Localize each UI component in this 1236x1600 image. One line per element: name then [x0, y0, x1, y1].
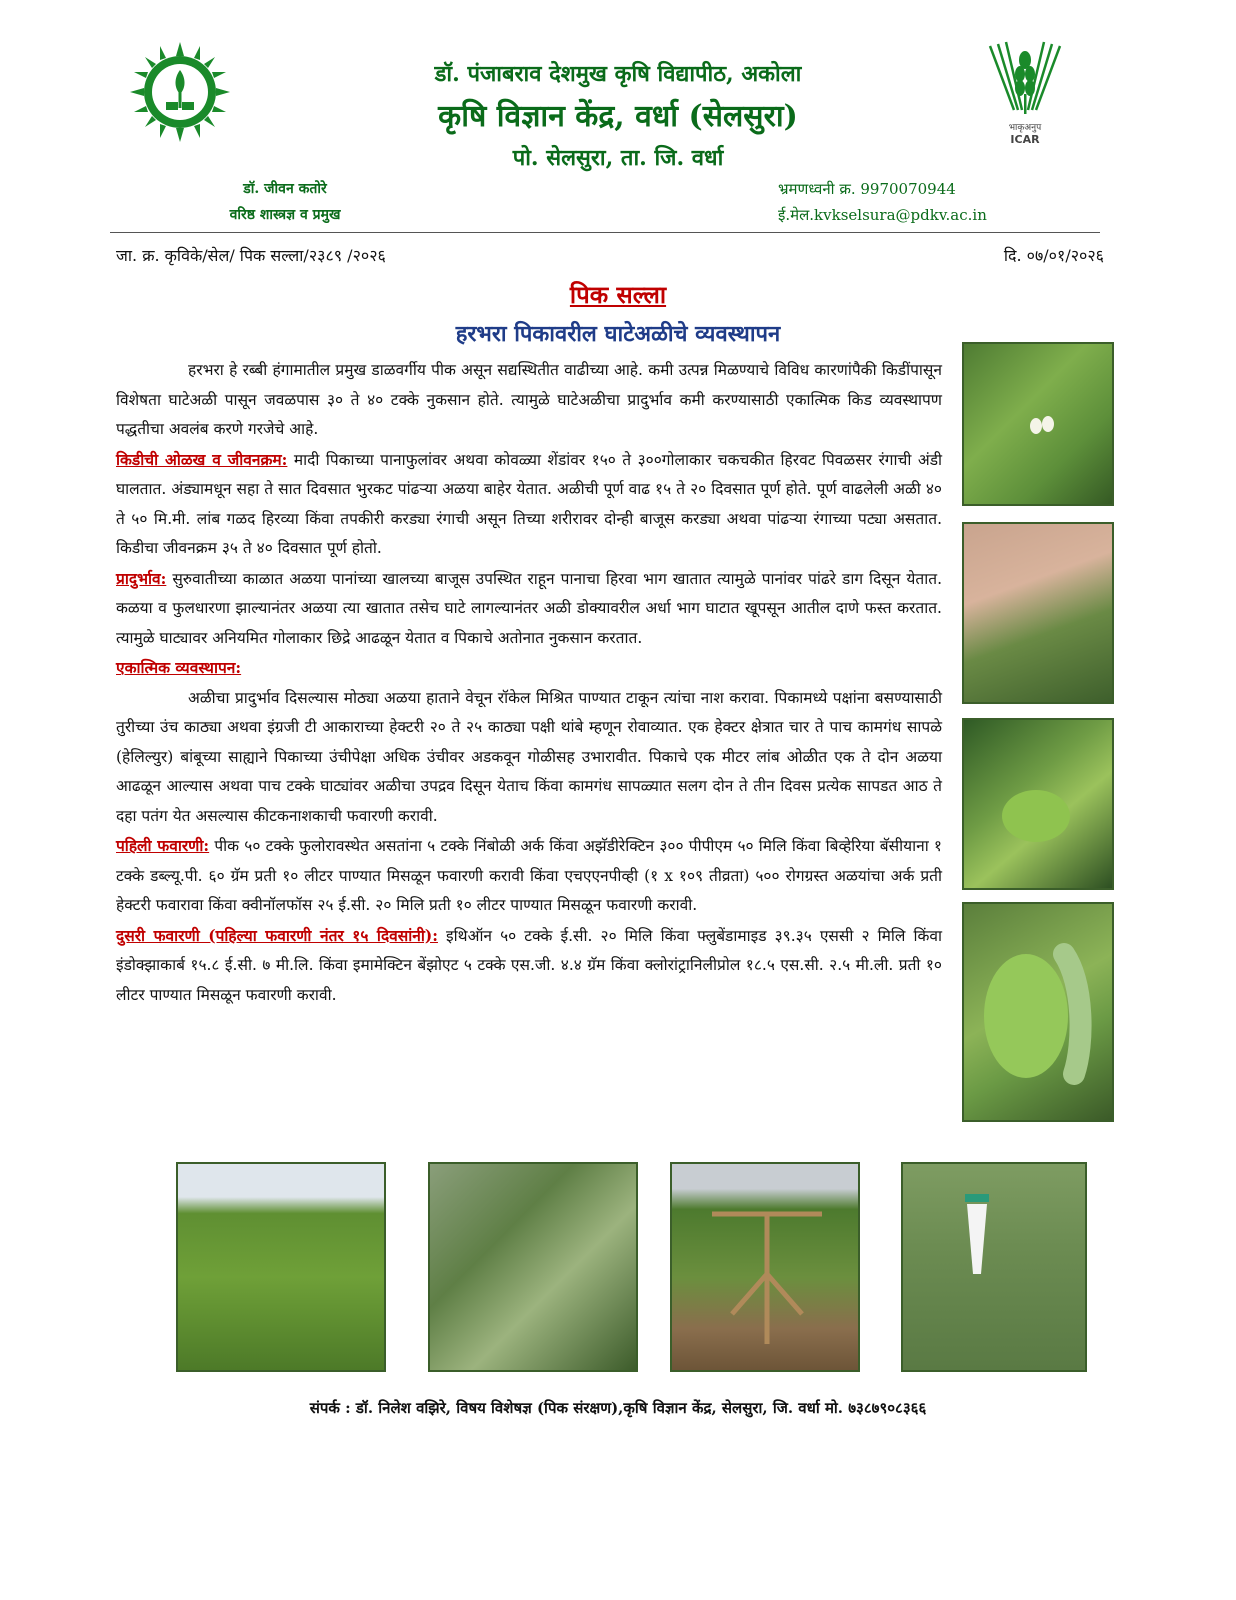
head-title: वरिष्ठ शास्त्रज्ञ व प्रमुख [229, 207, 341, 223]
spray1-paragraph [116, 831, 942, 921]
icar-hindi-text: भाकृअनुप [1008, 123, 1042, 133]
university-name: डॉ. पंजाबराव देशमुख कृषि विद्यापीठ, अकोला [434, 61, 802, 87]
spray2-text: इथिऑन ५० टक्के ई.सी. २० मिलि किंवा फ्लुबेंडामाइड ३९.३५ एससी २ मिलि किंवा इंडोक्झाकार्ब १५.८ ई.सी. ७ मी.लि. किंवा इमामेक्टिन बेंझोएट ५ टक्के एस.जी. ४.४ ग्रॅम किंवा क्लोरांट्रानिलीप्रोल १८.५ एस.सी. २.५ मी.ली. प्रती १० लीटर पाण्यात मिसळून फवारणी करावी. [116, 926, 943, 1004]
document-title-text: पिक सल्ला [569, 280, 667, 309]
head-name: डॉ. जीवन कतोरे [243, 181, 327, 197]
photo-t-shaped-perch [670, 1162, 860, 1372]
advisory-body [116, 356, 942, 1010]
photo-pheromone-trap [901, 1162, 1087, 1372]
phone-number: भ्रमणध्वनी क्र. 9970070944 [778, 180, 956, 198]
spray1-text: पीक ५० टक्के फुलोरावस्थेत असतांना ५ टक्के निंबोळी अर्क किंवा अझॅडीरेक्टिन ३०० पीपीएम ५० मिलि किंवा बिव्हेरिया बॅसीयाना १ टक्के डब्ल्यू.पी. ६० ग्रॅम प्रती १० लीटर पाण्यात मिसळून फवारणी करावी किंवा एचएएनपीव्ही (१ x १०९ तीव्रता) ५०० रोगग्रस्त अळयांचा अर्क प्रती हेक्टरी फवारावा किंवा क्वीनॉलफॉस २५ ई.सी. २० मिलि प्रती १० लीटर पाण्यात मिसळून फवारणी करावी. [116, 837, 942, 914]
lifecycle-paragraph [116, 445, 942, 564]
footer-contact: संपर्क : डॉ. निलेश वझिरे, विषय विशेषज्ञ (पिक संरक्षण),कृषि विज्ञान केंद्र, सेलसुरा, जि. वर्धा मो. ७३८७९०८३६६ [309, 1399, 927, 1417]
center-address: पो. सेलसुरा, ता. जि. वर्धा [512, 145, 724, 171]
photo-larva-on-pod [962, 718, 1114, 890]
photo-eggs-on-leaf [962, 342, 1114, 506]
photo-bird-perches-field [176, 1162, 386, 1372]
spray2-label: दुसरी फवारणी (पहिल्या फवारणी नंतर १५ दिवसांनी): [116, 925, 438, 945]
ipm-label: एकात्मिक व्यवस्थापन: [116, 658, 242, 677]
contact-info [778, 176, 987, 228]
center-name: कृषि विज्ञान केंद्र, वर्धा (सेलसुरा) [438, 99, 798, 134]
ipm-heading [116, 653, 942, 684]
email-address[interactable]: ई.मेल.kvkselsura@pdkv.ac.in [778, 206, 987, 224]
icar-text: ICAR [1010, 133, 1040, 146]
document-subtitle: हरभरा पिकावरील घाटेअळीचे व्यवस्थापन [455, 321, 781, 347]
infestation-label: प्रादुर्भाव: [116, 568, 167, 588]
lifecycle-label: किडीची ओळख व जीवनक्रम: [116, 449, 288, 469]
header-divider [110, 232, 1100, 233]
photo-chickpea-pods [428, 1162, 638, 1372]
spray2-paragraph [116, 921, 942, 1011]
lifecycle-text: मादी पिकाच्या पानाफुलांवर अथवा कोवळ्या शेंडांवर १५० ते ३००गोलाकार चकचकीत हिरवट पिवळसर रंगाची अंडी घालतात. अंड्यामधून सहा ते सात दिवसात भुरकट पांढऱ्या अळया बाहेर येतात. अळीची पूर्ण वाढ १५ ते २० दिवसात पूर्ण होते. पूर्ण वाढलेली अळी ४० ते ५० मि.मी. लांब गळद हिरव्या किंवा तपकीरी करड्या रंगाची असून तिच्या शरीरावर दोन्ही बाजूस करड्या अथवा पांढऱ्या रंगाच्या पट्या असतात. किडीचा जीवनक्रम ३५ ते ४० दिवसात पूर्ण होतो. [116, 450, 942, 557]
photo-larva-boring-pod [962, 902, 1114, 1122]
infestation-text: सुरुवातीच्या काळात अळया पानांच्या खालच्या बाजूस उपस्थित राहून पानाचा हिरवा भाग खातात त्यामुळे पानांवर पांढरे डाग दिसून येतात. कळया व फुलधारणा झाल्यानंतर अळया त्या खातात तसेच घाटे लागल्यानंतर अळी डोक्यावरील अर्धा भाग घाटात खूपसून आतील दाणे फस्त करतात. त्यामुळे घाट्यावर अनियमित गोलाकार छिद्रे आढळून येतात व पिकाचे अतोनात नुकसान करतात. [116, 569, 942, 647]
document-title [0, 278, 1236, 311]
reference-number: जा. क्र. कृविके/सेल/ पिक सल्ला/२३८९ /२०२६ [116, 246, 386, 265]
ipm-paragraph: अळीचा प्रादुर्भाव दिसल्यास मोठ्या अळया हाताने वेचून रॉकेल मिश्रित पाण्यात टाकून त्यांचा नाश करावा. पिकामध्ये पक्षांना बसण्यासाठी तुरीच्या उंच काठ्या अथवा इंग्रजी टी आकाराच्या हेक्टरी २० ते २५ काठ्या पक्षी थांबे म्हणून रोवाव्यात. एक हेक्टर क्षेत्रात चार ते पाच कामगंध सापळे (हेलिल्युर) बांबूच्या साह्याने पिकाच्या उंचीपेक्षा अधिक उंचीवर अडकवून गोळीसह उभारावीत. पिकाचे एक मीटर लांब ओळीत एक ते दोन अळया आढळून आल्यास अथवा पाच टक्के घाट्यांवर अळीचा उपद्रव दिसून येताच किंवा कामगंध सापळ्यात सलग दोन ते तीन दिवस प्रत्येक सापडत आठ ते दहा पतंग येत असल्यास कीटकनाशकाची फवारणी करावी. [116, 688, 942, 825]
document-date: दि. ०७/०१/२०२६ [1003, 246, 1104, 265]
infestation-paragraph [116, 564, 942, 654]
photo-larva-damaged-leaves [962, 522, 1114, 704]
intro-paragraph: हरभरा हे रब्बी हंगामातील प्रमुख डाळवर्गीय पीक असून सद्यस्थितीत वाढीच्या आहे. कमी उत्पन्न मिळण्याचे विविध कारणांपैकी किडींपासून विशेषता घाटेअळी पासून जवळपास ३० ते ४० टक्के नुकसान होते. त्यामुळे घाटेअळीचा प्रादुर्भाव कमी करण्यासाठी एकात्मिक किड व्यवस्थापण पद्धतीचा अवलंब करणे गरजेचे आहे. [116, 361, 942, 438]
head-info [200, 176, 370, 228]
spray1-label: पहिली फवारणी: [116, 836, 210, 855]
